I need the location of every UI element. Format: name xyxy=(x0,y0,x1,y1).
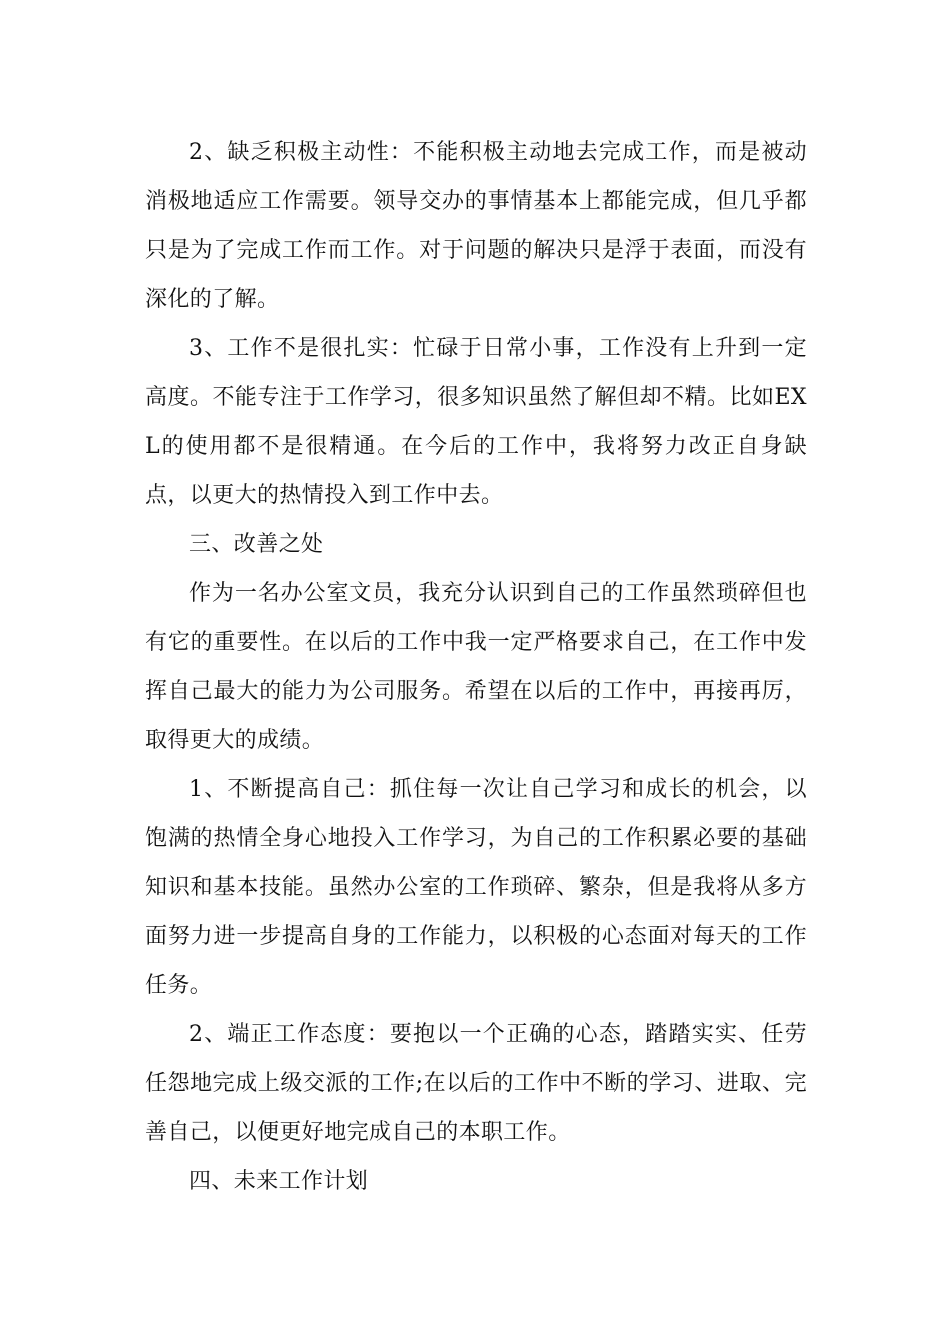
document-body xyxy=(145,128,807,1206)
section-heading-improvements: 三、改善之处 xyxy=(189,532,324,557)
paragraph-improve-self: 1、不断提高自己：抓住每一次让自己学习和成长的机会，以饱满的热情全身心地投入工作学习，为自己的工作积累必要的基础知识和基本技能。虽然办公室的工作琐碎、繁杂，但是我将从多方面努力进一步提高自身的工作能力，以积极的心态面对每天的工作任务。 xyxy=(145,777,807,998)
section-heading-future-plan: 四、未来工作计划 xyxy=(189,1169,369,1194)
paragraph-work-attitude: 2、端正工作态度：要抱以一个正确的心态，踏踏实实、任劳任怨地完成上级交派的工作;在以后的工作中不断的学习、进取、完善自己，以便更好地完成自己的本职工作。 xyxy=(145,1022,807,1145)
paragraph-lack-initiative: 2、缺乏积极主动性：不能积极主动地去完成工作，而是被动消极地适应工作需要。领导交办的事情基本上都能完成，但几乎都只是为了完成工作而工作。对于问题的解决只是浮于表面，而没有深化的了解。 xyxy=(145,140,807,312)
paragraph-not-solid: 3、工作不是很扎实：忙碌于日常小事，工作没有上升到一定高度。不能专注于工作学习，很多知识虽然了解但却不精。比如EXL的使用都不是很精通。在今后的工作中，我将努力改正自身缺点，以更大的热情投入到工作中去。 xyxy=(145,336,807,508)
paragraph-office-clerk: 作为一名办公室文员，我充分认识到自己的工作虽然琐碎但也有它的重要性。在以后的工作中我一定严格要求自己，在工作中发挥自己最大的能力为公司服务。希望在以后的工作中，再接再厉，取得更大的成绩。 xyxy=(145,581,807,753)
